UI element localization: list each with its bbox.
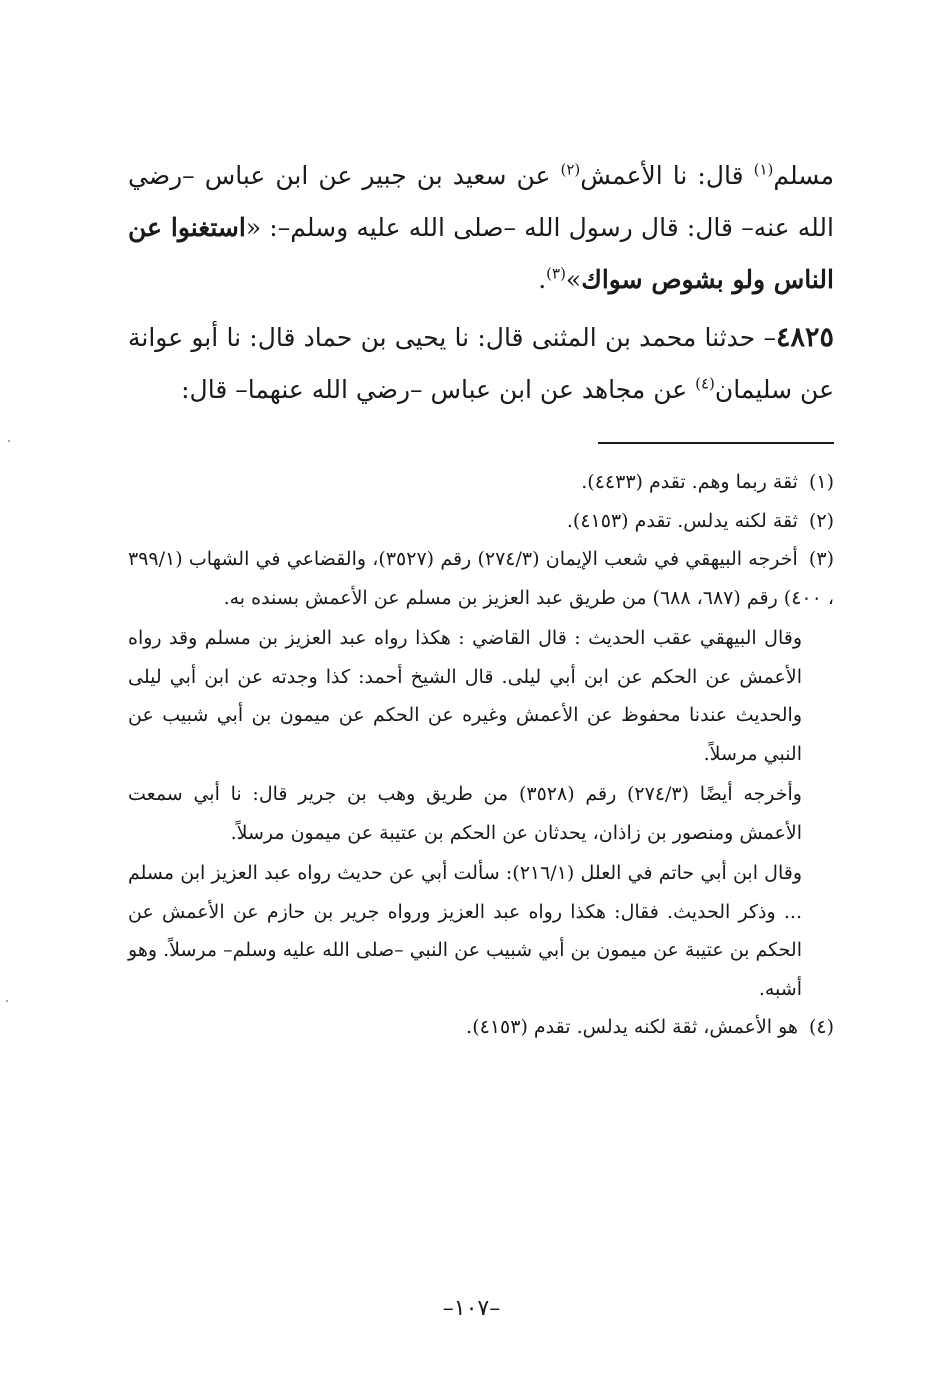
text-run: عن مجاهد عن ابن عباس –رضي الله عنهما– قال: [181, 375, 696, 404]
footnote-ref-2: (٢) [560, 160, 581, 179]
text-run: عن سعيد بن جبير عن ابن عباس –رضي الله عنه– قال: قال رسول الله –صلى الله عليه وسلم–: « [128, 161, 834, 242]
text-run: – حدثنا محمد بن المثنى قال: نا يحيى بن حماد قال: نا أبو عوانة عن سليمان [128, 323, 834, 404]
footnote-number: (٢) [808, 509, 834, 532]
main-text [128, 150, 834, 416]
footnote-number: (١) [808, 471, 834, 493]
footnotes [128, 463, 834, 1047]
scan-speck [8, 440, 10, 442]
footnote-2 [128, 502, 834, 541]
footnote-text: ثقة لكنه يدلس. تقدم (٤١٥٣). [566, 509, 798, 532]
footnote-text: أخرجه البيهقي في شعب الإيمان (٢٧٤/٣) رقم (٣٥٢٧)، والقضاعي في الشهاب (٣٩٩/١ ، ٤٠٠) رقم (٦٨٧، ٦٨٨) من طريق عبد العزيز بن مسلم عن الأعمش بسنده به. [128, 548, 834, 609]
scan-speck [6, 1000, 8, 1002]
footnote-1 [128, 463, 834, 502]
hadith-paragraph-continued [128, 150, 834, 306]
footnote-3-paragraph-3: وأخرجه أيضًا (٢٧٤/٣) رقم (٣٥٢٨) من طريق وهب بن جرير قال: نا أبي سمعت الأعمش ومنصور بن زاذان، يحدثان عن الحكم بن عتيبة عن ميمون مرسلاً. [128, 783, 802, 844]
footnote-3-paragraph-2: وقال البيهقي عقب الحديث : قال القاضي : هكذا رواه عبد العزيز بن مسلم وقد رواه الأعمش عن الحكم عن ابن أبي ليلى. قال الشيخ أحمد: كذا وجدته عن ابن أبي ليلى والحديث عندنا محفوظ عن الأعمش وغيره عن الحكم عن ميمون بن أبي شبيب عن النبي مرسلاً. [128, 627, 802, 765]
footnote-text: هو الأعمش، ثقة لكنه يدلس. تقدم (٤١٥٣). [466, 1016, 798, 1038]
footnote-ref-1: (١) [753, 160, 774, 179]
page-number: –١٠٧– [442, 1296, 501, 1321]
text-run: . [538, 265, 547, 294]
text-run: قال: نا الأعمش [580, 161, 754, 190]
footnote-text: ثقة ربما وهم. تقدم (٤٤٣٣). [581, 471, 798, 493]
footnote-3-paragraph-4: وقال ابن أبي حاتم في العلل (٢١٦/١): سألت أبي عن حديث رواه عبد العزيز ابن مسلم ... وذكر الحديث. فقال: هكذا رواه عبد العزيز ورواه جرير بن حازم عن الأعمش عن الحكم بن عتيبة عن ميمون بن أبي شبيب عن النبي –صلى الله عليه وسلم– مرسلاً. وهو أشبه. [128, 862, 803, 1000]
footnote-ref-4: (٤) [695, 374, 715, 393]
hadith-quote: استغنوا عن الناس ولو بشوص سواك [128, 213, 834, 294]
footnote-4 [128, 1008, 834, 1047]
text-run: » [565, 265, 582, 294]
footnote-separator [598, 442, 834, 444]
footnote-3 [128, 540, 834, 617]
footnote-number: (٤) [808, 1016, 834, 1038]
hadith-paragraph-4825 [128, 312, 834, 416]
footnote-number: (٣) [808, 548, 834, 570]
footnote-ref-3: (٣) [546, 264, 566, 283]
hadith-number: ٤٨٢٥ [775, 322, 834, 353]
text-run: مسلم [773, 161, 834, 190]
